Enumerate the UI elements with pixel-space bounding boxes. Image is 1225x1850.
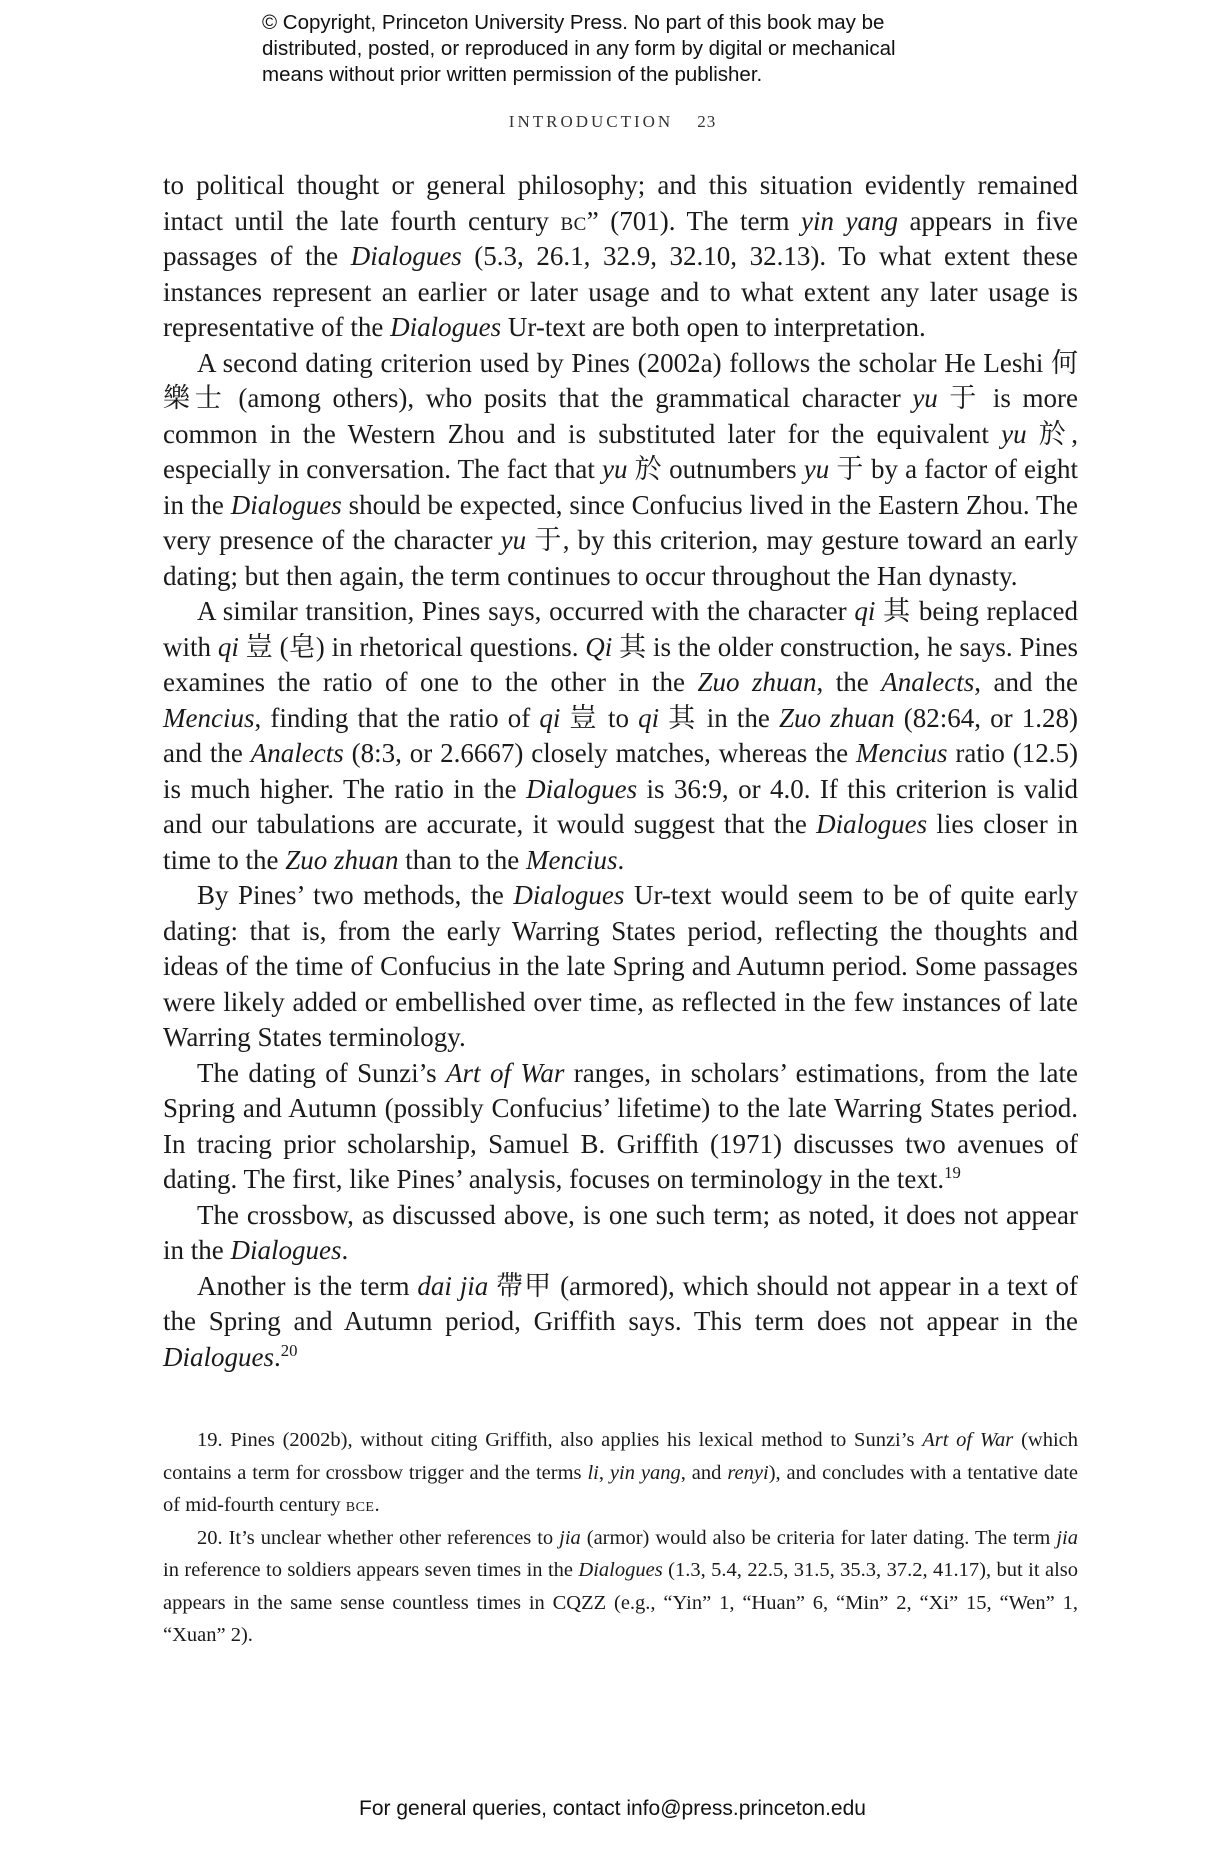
paragraph: A similar transition, Pines says, occurred with the character qi 其 being replaced with qi 豈 (皂) in rhetorical questions. Qi 其 is the older construction, he says. Pines examines the ratio of one to the other in the Zuo zhuan, the Analects, and the Mencius, finding that the ratio of qi 豈 to qi 其 in the Zuo zhuan (82:64, or 1.28) and the Analects (8:3, or 2.6667) closely matches, whereas the Mencius ratio (12.5) is much higher. The ratio in the Dialogues is 36:9, or 4.0. If this criterion is valid and our tabulations are accurate, it would suggest that the Dialogues lies closer in time to the Zuo zhuan than to the Mencius.	[163, 596, 1078, 875]
paragraph: A second dating criterion used by Pines (2002a) follows the scholar He Leshi 何樂士 (among others), who posits that the grammatical character yu 于 is more common in the Western Zhou and is substituted later for the equivalent yu 於, especially in conversation. The fact that yu 於 outnumbers yu 于 by a factor of eight in the Dialogues should be expected, since Confucius lived in the Eastern Zhou. The very presence of the character yu 于, by this criterion, may gesture toward an early dating; but then again, the term continues to occur throughout the Han dynasty.	[163, 347, 1079, 591]
footer-contact: For general queries, contact info@press.princeton.edu	[359, 1797, 866, 1820]
paragraph: The crossbow, as discussed above, is one such term; as noted, it does not appear in the Dialogues.	[163, 1199, 1078, 1265]
footnote-20: 20. It’s unclear whether other references to jia (armor) would also be criteria for later dating. The term jia in reference to soldiers appears seven times in the Dialogues (1.3, 5.4, 22.5, 31.5, 35.3, 37.2, 41.17), but it also appears in the same sense countless times in CQZZ (e.g., “Yin” 1, “Huan” 6, “Min” 2, “Xi” 15, “Wen” 1, “Xuan” 2).	[163, 1526, 1078, 1646]
running-head-title: INTRODUCTION	[508, 112, 674, 131]
paragraph: to political thought or general philosophy; and this situation evidently remained intact until the late fourth century bc” (701). The term yin yang appears in five passages of the Dialogues (5.3, 26.1, 32.9, 32.10, 32.13). To what extent these instances represent an earlier or later usage and to what extent any later usage is representative of the Dialogues Ur-text are both open to interpretation.	[163, 170, 1078, 342]
paragraph: Another is the term dai jia 帶甲 (armored), which should not appear in a text of the Spring and Autumn period, Griffith says. This term does not appear in the Dialogues.$^{20}$	[163, 1270, 1078, 1372]
footnote-19: 19. Pines (2002b), without citing Griffith, also applies his lexical method to Sunzi’s Art of War (which contains a term for crossbow trigger and the terms li, yin yang, and renyi), and concludes with a tentative date of mid-fourth century bce.	[163, 1429, 1079, 1516]
copyright-line: means without prior written permission of the publisher.	[262, 63, 763, 86]
main-text	[163, 168, 1078, 1375]
page-number: 23	[697, 112, 717, 131]
paragraph: By Pines’ two methods, the Dialogues Ur-text would seem to be of quite early dating: that is, from the early Warring States period, reflecting the thoughts and ideas of the time of Confucius in the late Spring and Autumn period. Some passages were likely added or embellished over time, as reflected in the few instances of late Warring States terminology.	[163, 880, 1079, 1052]
running-head	[0, 112, 1225, 132]
footnote-ref-19[interactable]: 19	[944, 1163, 961, 1182]
copyright-notice	[262, 10, 1022, 88]
footnotes	[163, 1424, 1078, 1652]
copyright-line: distributed, posted, or reproduced in any form by digital or mechanical	[262, 37, 896, 60]
paragraph: The dating of Sunzi’s Art of War ranges, in scholars’ estimations, from the late Spring and Autumn (possibly Confucius’ lifetime) to the late Warring States period. In tracing prior scholarship, Samuel B. Griffith (1971) discusses two avenues of dating. The first, like Pines’ analysis, focuses on terminology in the text.$^{19}$	[163, 1057, 1078, 1194]
copyright-line: © Copyright, Princeton University Press. No part of this book may be	[262, 11, 885, 34]
footnote-ref-20[interactable]: 20	[280, 1340, 298, 1360]
